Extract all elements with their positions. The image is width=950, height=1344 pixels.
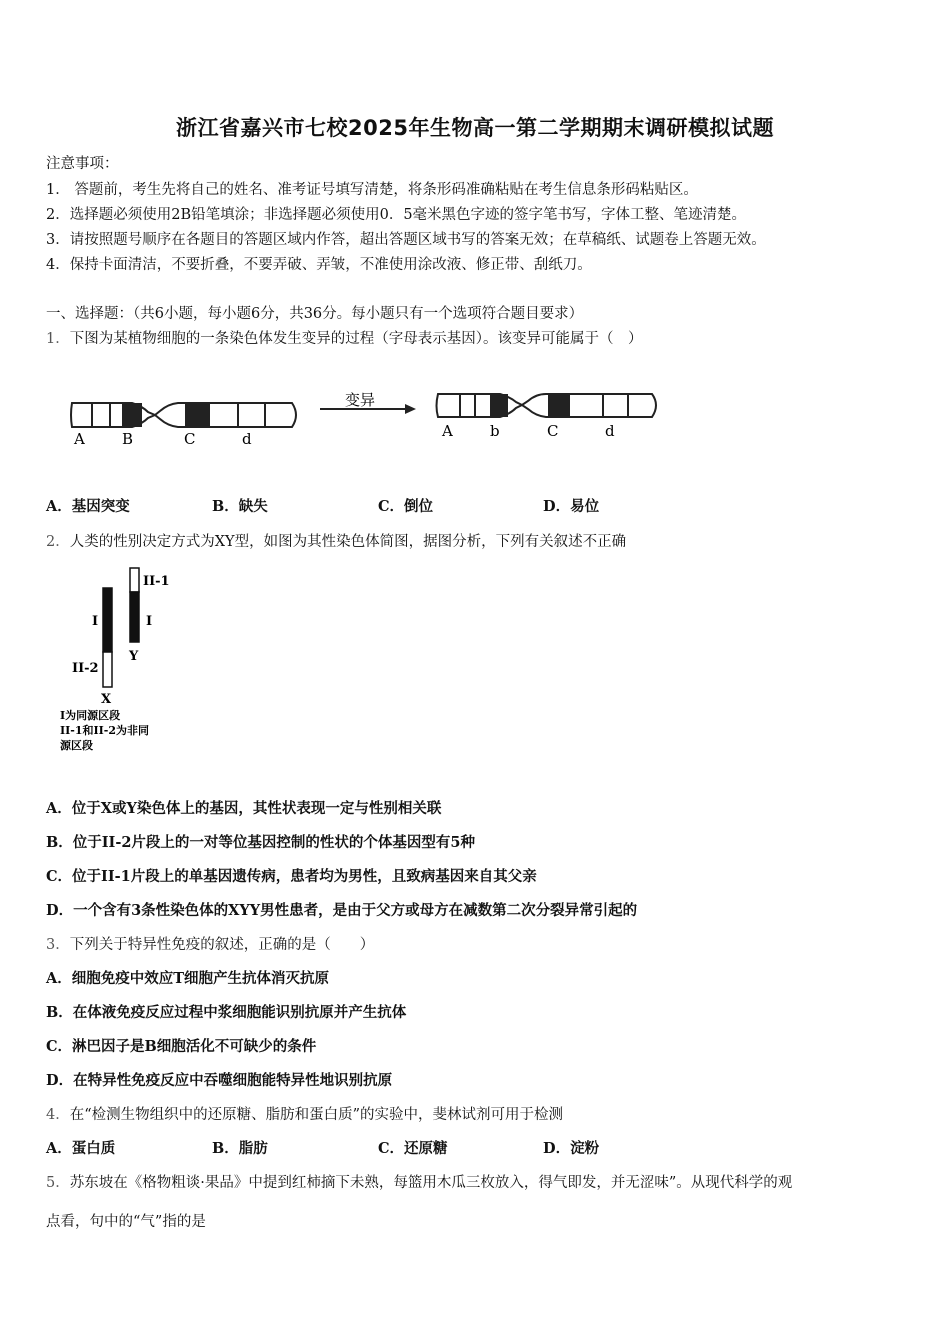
gene-label-right-3: C [547,422,559,440]
figure-caption-3: 源区段 [60,739,93,752]
sex-chromosome-figure [56,562,196,757]
question-5-text: 苏东坡在《格物粗谈·果品》中提到红柿摘下未熟，每篮用木瓜三枚放入，得气即发，并无涩味”。从现代科学的观 [69,1175,793,1191]
question-2 [46,530,626,551]
q3-option-c[interactable]: C．淋巴因子是B细胞活化不可缺少的条件 [46,1038,317,1055]
gene-label-left-1: A [74,430,85,448]
q3-option-d[interactable]: D．在特异性免疫反应中吞噬细胞能特异性地识别抗原 [46,1072,393,1089]
gene-label-right-2: b [490,422,500,440]
gene-label-right-4: d [605,422,615,440]
label-ii-1: II-1 [143,574,170,589]
chromosome-after [437,394,657,417]
page-title: 浙江省嘉兴市七校2025年生物高一第二学期期末调研模拟试题 [176,116,774,140]
q4-option-d[interactable]: D．淀粉 [543,1140,600,1157]
question-3-text: 下列关于特异性免疫的叙述，正确的是（ ） [69,937,375,953]
question-5-number: 5． [46,1175,70,1191]
q4-option-a[interactable]: A．蛋白质 [46,1140,116,1157]
question-4 [46,1103,563,1124]
label-x: X [101,692,112,707]
question-4-number: 4． [46,1107,70,1123]
arrow-label: 变异 [345,391,376,409]
q1-option-b[interactable]: B．缺失 [212,498,268,515]
question-3 [46,933,374,954]
q2-option-d[interactable]: D．一个含有3条性染色体的XYY男性患者，是由于父方或母方在减数第二次分裂异常引起的 [46,902,638,919]
notes-item-3: 3．请按照题号顺序在各题目的答题区域内作答，超出答题区域书写的答案无效；在草稿纸、试题卷上答题无效。 [46,232,766,248]
q2-option-b[interactable]: B．位于II-2片段上的一对等位基因控制的性状的个体基因型有5种 [46,834,476,851]
chromosome-mutation-figure [60,378,680,453]
question-3-number: 3． [46,937,70,953]
q4-option-c[interactable]: C．还原糖 [378,1140,448,1157]
label-ii-2: II-2 [72,661,99,676]
question-4-text: 在“检测生物组织中的还原糖、脂肪和蛋白质”的实验中，斐林试剂可用于检测 [69,1107,564,1123]
figure-caption-1: I为同源区段 [60,709,121,722]
q3-option-b[interactable]: B．在体液免疫反应过程中浆细胞能识别抗原并产生抗体 [46,1004,407,1021]
label-y: Y [129,649,139,664]
gene-label-left-4: d [242,430,252,448]
q1-option-a[interactable]: A．基因突变 [46,498,130,515]
gene-label-left-2: B [122,430,134,448]
question-1-number: 1． [46,331,70,347]
chromosome-before [71,403,296,427]
q4-option-b[interactable]: B．脂肪 [212,1140,268,1157]
question-2-number: 2． [46,534,70,550]
q1-option-d[interactable]: D．易位 [543,498,600,515]
question-1-text: 下图为某植物细胞的一条染色体发生变异的过程（字母表示基因）。该变异可能属于（ ） [69,331,643,347]
label-i-left: I [92,614,99,629]
notes-heading: 注意事项： [46,156,119,172]
notes-item-2: 2．选择题必须使用2B铅笔填涂；非选择题必须使用0．5毫米黑色字迹的签字笔书写，字体工整、笔迹清楚。 [46,207,747,223]
question-1 [46,327,642,348]
figure-caption-2: II-1和II-2为非同 [60,724,150,737]
q1-option-c[interactable]: C．倒位 [378,498,434,515]
label-i-right: I [146,614,153,629]
q3-option-a[interactable]: A．细胞免疫中效应T细胞产生抗体消灭抗原 [46,970,330,987]
gene-label-right-1: A [442,422,453,440]
question-5-text-cont: 点看，句中的“气”指的是 [46,1214,206,1230]
notes-item-4: 4．保持卡面清洁，不要折叠，不要弄破、弄皱，不准使用涂改液、修正带、刮纸刀。 [46,257,592,273]
gene-label-left-3: C [184,430,196,448]
q2-option-a[interactable]: A．位于X或Y染色体上的基因，其性状表现一定与性别相关联 [46,800,442,817]
section-heading: 一、选择题：（共6小题，每小题6分，共36分。每小题只有一个选项符合题目要求） [46,306,584,322]
q2-option-c[interactable]: C．位于II-1片段上的单基因遗传病，患者均为男性，且致病基因来自其父亲 [46,868,537,885]
question-2-text: 人类的性别决定方式为XY型，如图为其性染色体简图，据图分析，下列有关叙述不正确 [69,534,627,550]
notes-item-1: 1． 答题前，考生先将自己的姓名、准考证号填写清楚，将条形码准确粘贴在考生信息条形码粘贴区。 [46,182,698,198]
question-5 [46,1171,792,1192]
